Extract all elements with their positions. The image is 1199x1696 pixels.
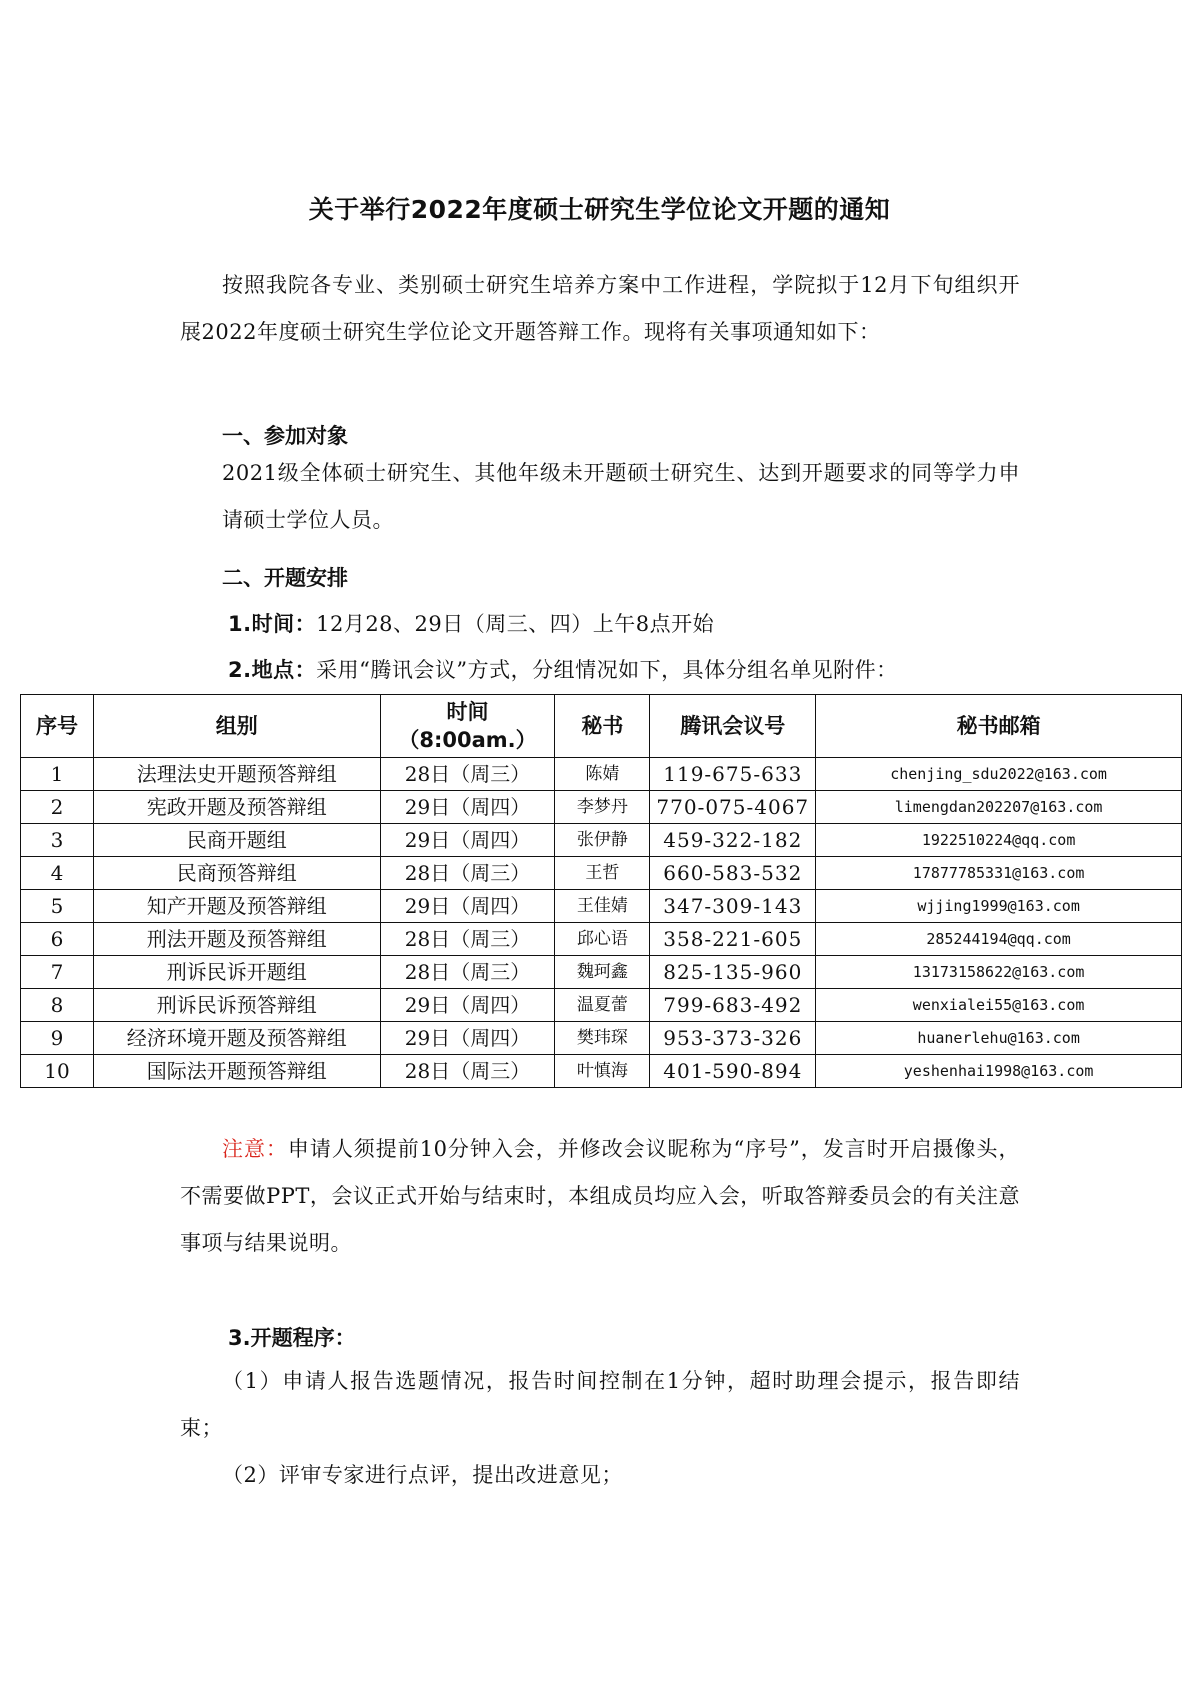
cell-group: 法理法史开题预答辩组 (93, 758, 380, 791)
cell-meeting: 401-590-894 (650, 1055, 816, 1088)
cell-no: 10 (21, 1055, 94, 1088)
cell-group: 刑法开题及预答辩组 (93, 923, 380, 956)
cell-meeting: 660-583-532 (650, 857, 816, 890)
cell-meeting: 347-309-143 (650, 890, 816, 923)
table-row (21, 956, 1182, 989)
cell-no: 9 (21, 1022, 94, 1055)
cell-meeting: 459-322-182 (650, 824, 816, 857)
table-row (21, 1055, 1182, 1088)
section2-heading: 二、开题安排 (222, 566, 348, 590)
cell-time: 29日（周四） (380, 989, 555, 1022)
cell-meeting: 799-683-492 (650, 989, 816, 1022)
cell-secretary: 魏珂鑫 (555, 956, 650, 989)
header-no: 序号 (21, 695, 94, 758)
cell-time: 28日（周三） (380, 923, 555, 956)
cell-time: 28日（周三） (380, 758, 555, 791)
header-time-line2: （8:00am.） (398, 728, 537, 752)
cell-time: 29日（周四） (380, 890, 555, 923)
table-row (21, 857, 1182, 890)
cell-secretary: 王佳婧 (555, 890, 650, 923)
cell-time: 28日（周三） (380, 857, 555, 890)
table-row (21, 890, 1182, 923)
section1-text: 2021级全体硕士研究生、其他年级未开题硕士研究生、达到开题要求的同等学力申请硕士学位人员。 (222, 461, 1020, 532)
cell-email: wjjing1999@163.com (816, 890, 1182, 923)
cell-group: 国际法开题预答辩组 (93, 1055, 380, 1088)
header-group: 组别 (93, 695, 380, 758)
cell-secretary: 樊玮琛 (555, 1022, 650, 1055)
table-row (21, 791, 1182, 824)
place-text: 采用“腾讯会议”方式，分组情况如下，具体分组名单见附件： (316, 658, 898, 682)
cell-group: 知产开题及预答辩组 (93, 890, 380, 923)
time-text: 12月28、29日（周三、四）上午8点开始 (316, 612, 715, 636)
cell-meeting: 953-373-326 (650, 1022, 816, 1055)
cell-group: 民商预答辩组 (93, 857, 380, 890)
step1-text: （1）申请人报告选题情况，报告时间控制在1分钟，超时助理会提示，报告即结束； (180, 1369, 1020, 1440)
note-text: 申请人须提前10分钟入会，并修改会议昵称为“序号”，发言时开启摄像头，不需要做PPT，会议正式开始与结束时，本组成员均应入会，听取答辩委员会的有关注意事项与结果说明。 (180, 1137, 1020, 1255)
cell-secretary: 温夏蕾 (555, 989, 650, 1022)
cell-meeting: 825-135-960 (650, 956, 816, 989)
intro-paragraph: 按照我院各专业、类别硕士研究生培养方案中工作进程，学院拟于12月下旬组织开展2022年度硕士研究生学位论文开题答辩工作。现将有关事项通知如下： (180, 273, 1020, 344)
cell-secretary: 张伊静 (555, 824, 650, 857)
section1-heading: 一、参加对象 (222, 424, 348, 448)
header-time (380, 695, 555, 758)
time-line (228, 608, 714, 638)
table-row (21, 824, 1182, 857)
cell-no: 7 (21, 956, 94, 989)
table-row (21, 923, 1182, 956)
cell-secretary: 李梦丹 (555, 791, 650, 824)
cell-meeting: 770-075-4067 (650, 791, 816, 824)
cell-email: wenxialei55@163.com (816, 989, 1182, 1022)
cell-email: 13173158622@163.com (816, 956, 1182, 989)
table-header-row (21, 695, 1182, 758)
table-row (21, 1022, 1182, 1055)
cell-time: 28日（周三） (380, 956, 555, 989)
cell-no: 2 (21, 791, 94, 824)
cell-group: 宪政开题及预答辩组 (93, 791, 380, 824)
section3-heading: 3.开题程序： (228, 1326, 356, 1350)
cell-no: 8 (21, 989, 94, 1022)
cell-email: yeshenhai1998@163.com (816, 1055, 1182, 1088)
note-label: 注意： (222, 1137, 288, 1161)
cell-no: 5 (21, 890, 94, 923)
cell-email: chenjing_sdu2022@163.com (816, 758, 1182, 791)
cell-time: 28日（周三） (380, 1055, 555, 1088)
cell-email: huanerlehu@163.com (816, 1022, 1182, 1055)
cell-no: 4 (21, 857, 94, 890)
cell-secretary: 邱心语 (555, 923, 650, 956)
cell-time: 29日（周四） (380, 824, 555, 857)
cell-no: 3 (21, 824, 94, 857)
cell-group: 民商开题组 (93, 824, 380, 857)
cell-group: 刑诉民诉开题组 (93, 956, 380, 989)
cell-secretary: 陈婧 (555, 758, 650, 791)
header-email: 秘书邮箱 (816, 695, 1182, 758)
cell-time: 29日（周四） (380, 1022, 555, 1055)
cell-secretary: 叶慎海 (555, 1055, 650, 1088)
header-secretary: 秘书 (555, 695, 650, 758)
step2-text: （2）评审专家进行点评，提出改进意见； (222, 1463, 623, 1487)
cell-email: 17877785331@163.com (816, 857, 1182, 890)
table-row (21, 989, 1182, 1022)
header-meeting: 腾讯会议号 (650, 695, 816, 758)
note-paragraph (180, 1126, 1020, 1267)
place-label: 2.地点： (228, 658, 317, 682)
place-line (228, 654, 898, 684)
time-label: 1.时间： (228, 612, 317, 636)
cell-meeting: 358-221-605 (650, 923, 816, 956)
header-time-line1: 时间 (446, 700, 489, 724)
cell-meeting: 119-675-633 (650, 758, 816, 791)
cell-email: limengdan202207@163.com (816, 791, 1182, 824)
cell-group: 刑诉民诉预答辩组 (93, 989, 380, 1022)
cell-group: 经济环境开题及预答辩组 (93, 1022, 380, 1055)
cell-no: 1 (21, 758, 94, 791)
page-title: 关于举行2022年度硕士研究生学位论文开题的通知 (308, 195, 891, 224)
cell-no: 6 (21, 923, 94, 956)
table-row (21, 758, 1182, 791)
cell-email: 1922510224@qq.com (816, 824, 1182, 857)
cell-email: 285244194@qq.com (816, 923, 1182, 956)
cell-time: 29日（周四） (380, 791, 555, 824)
schedule-table (20, 694, 1182, 1088)
cell-secretary: 王哲 (555, 857, 650, 890)
